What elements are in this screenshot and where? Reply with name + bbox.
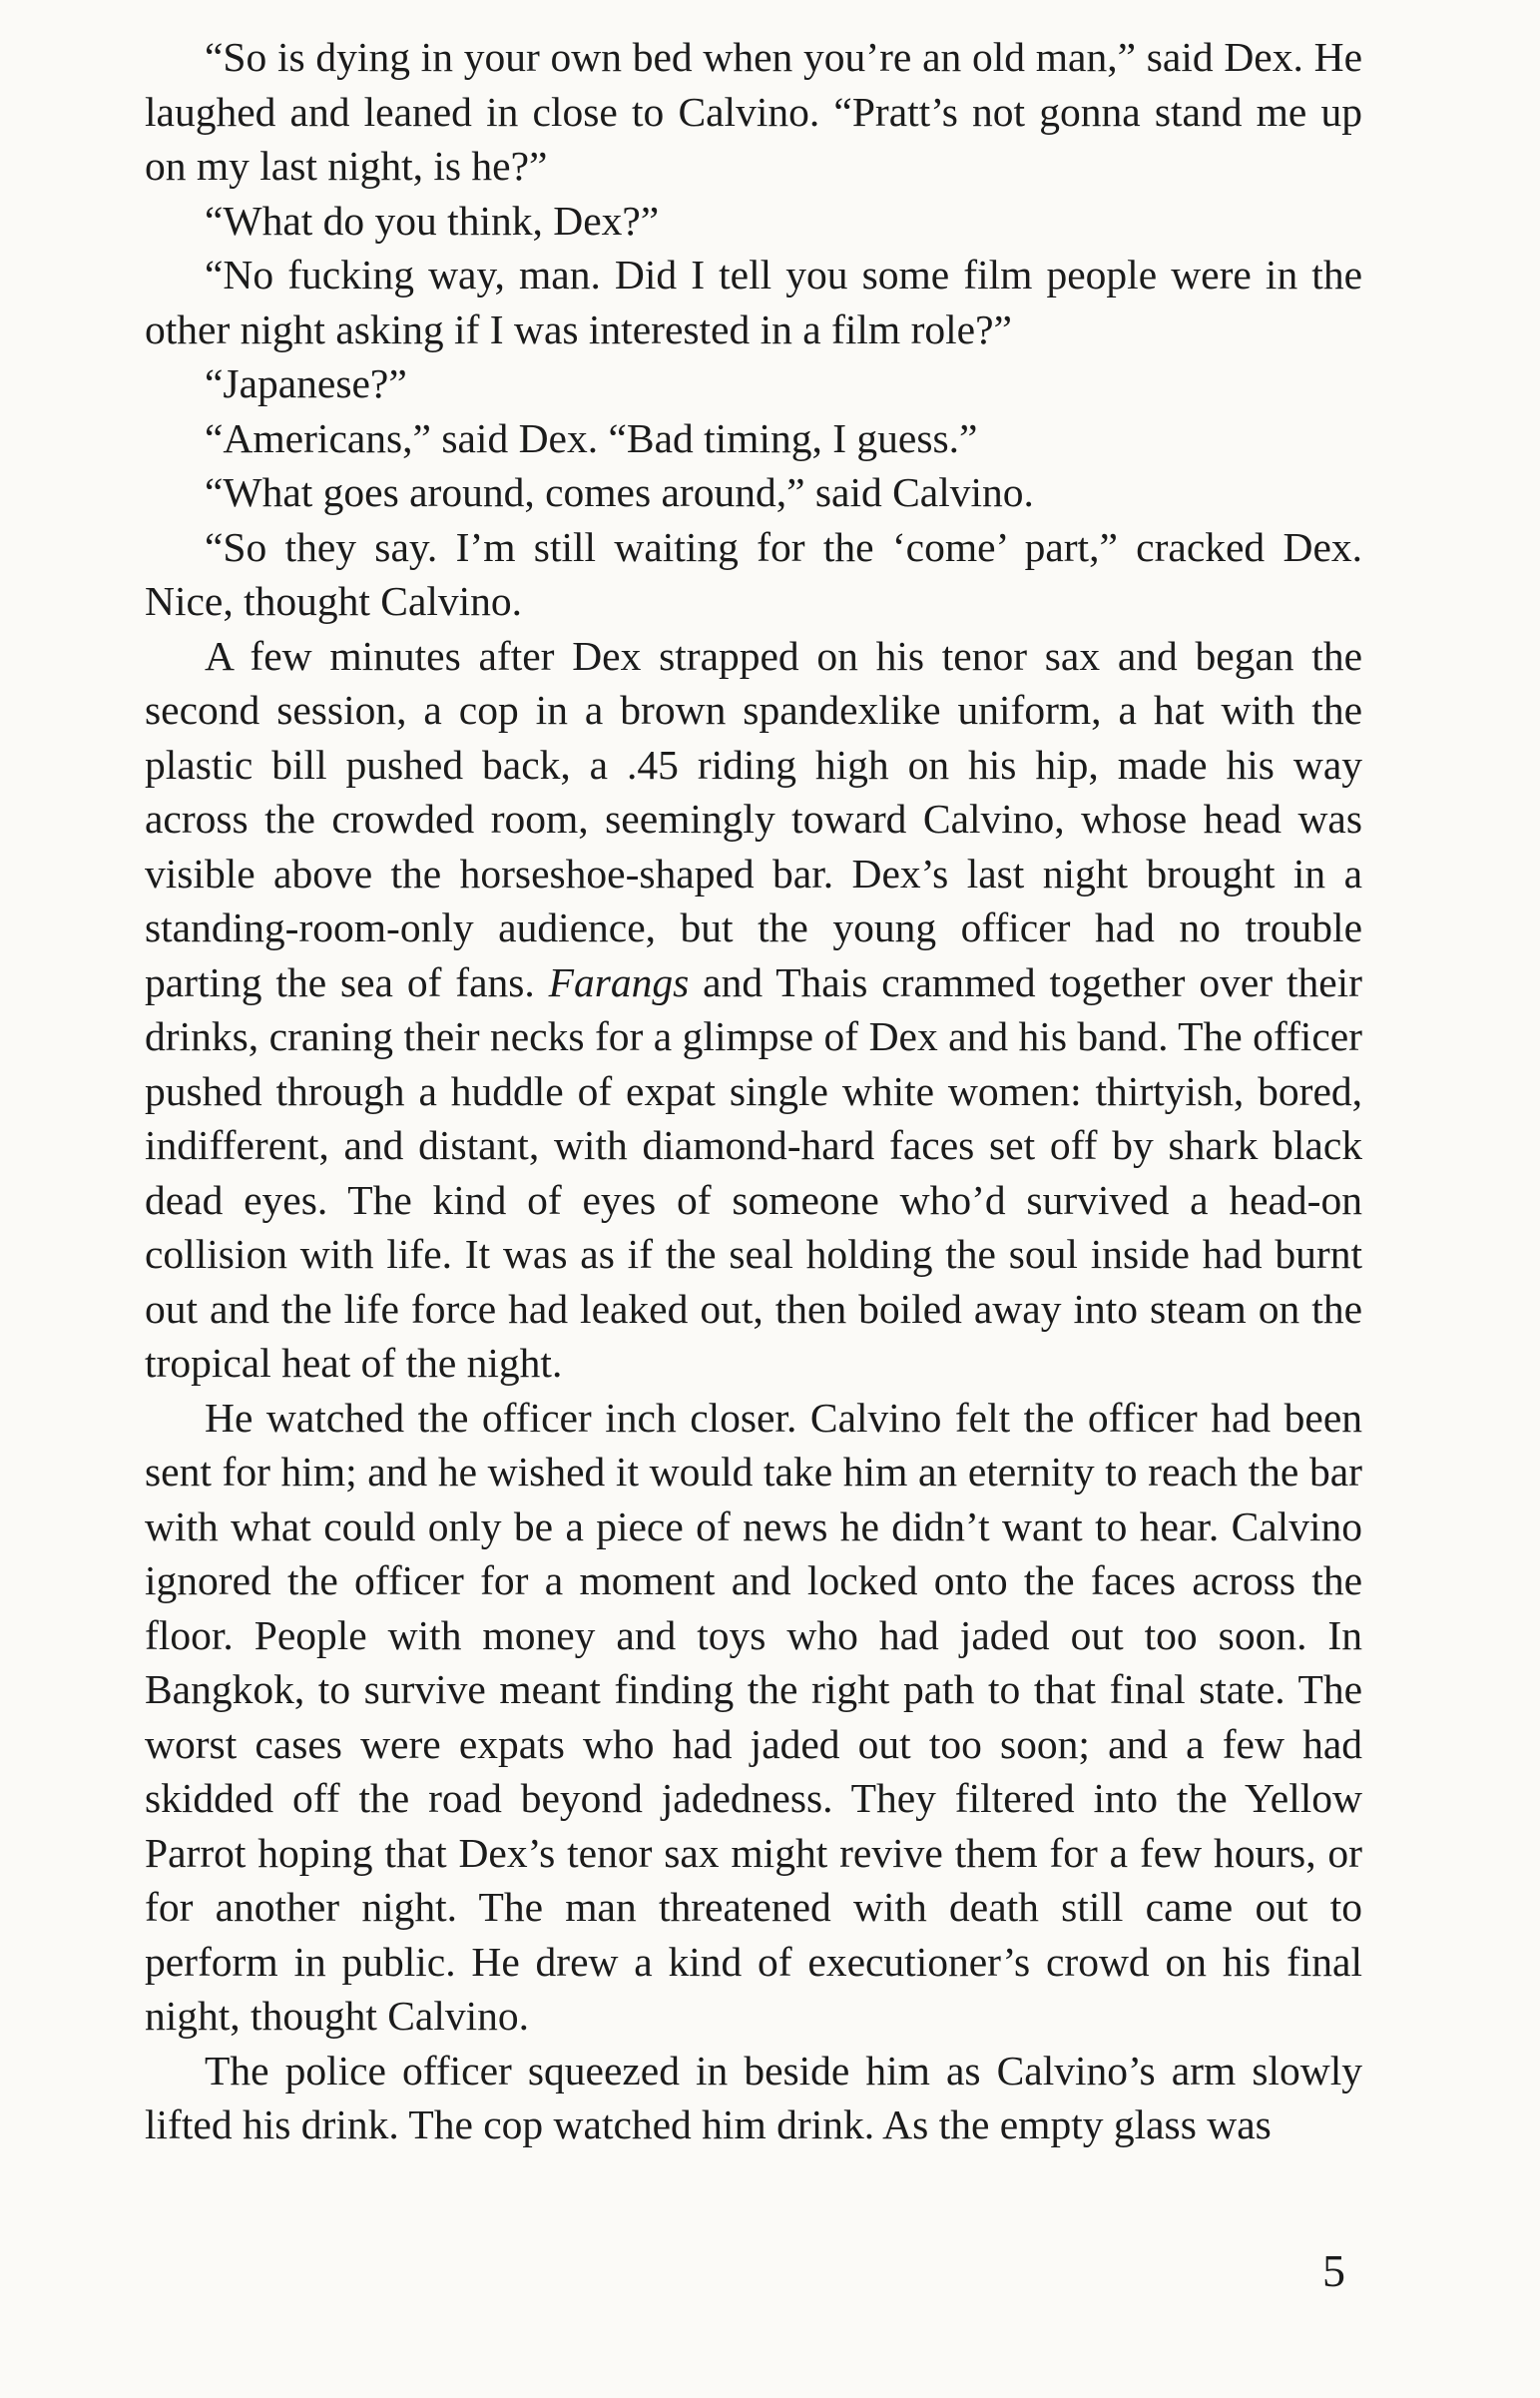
paragraph-8-start: A few minutes after Dex strapped on his tenor sax and began the second session, a cop in a brown spandexlike uniform, a hat with the plastic bill pushed back, a .45 riding high on his hip, made his way across the crowded room, seemingly toward Calvino, whose head was visible above the horseshoe-shaped bar. Dex’s last night brought in a standing-room-only audience, but the young officer had no trouble parting the sea of fans. <box>145 632 1362 1005</box>
paragraph-9: He watched the officer inch closer. Calvino felt the officer had been sent for him; and he wished it would take him an eternity to reach the bar with what could only be a piece of news he didn’t want to hear. Calvino ignored the officer for a moment and locked onto the faces across the floor. People with money and toys who had jaded out too soon. In Bangkok, to survive meant finding the right path to that final state. The worst cases were expats who had jaded out too soon; and a few had skidded off the road beyond jadedness. They filtered into the Yellow Parrot hoping that Dex’s tenor sax might revive them for a few hours, or for another night. The man threatened with death still came out to perform in public. He drew a kind of executioner’s crowd on his final night, thought Calvino. <box>145 1394 1362 2039</box>
paragraph-8 <box>145 629 1362 1391</box>
paragraph-2: “What do you think, Dex?” <box>205 197 660 244</box>
paragraph-8-rest: and Thais crammed together over their drinks, craning their necks for a glimpse of Dex and his band. The officer pushed through a huddle of expat single white women: thirtyish, bored, indifferent, and distant, with diamond-hard faces set off by shark black dead eyes. The kind of eyes of someone who’d survived a head-on collision with life. It was as if the seal holding the soul inside had burnt out and the life force had leaked out, then boiled away into steam on the tropical heat of the night. <box>145 958 1363 1386</box>
paragraph-3: “No fucking way, man. Did I tell you some film people were in the other night asking if I was interested in a film role?” <box>145 252 1362 352</box>
italic-word-farangs: Farangs <box>548 958 690 1005</box>
body-text <box>145 30 1362 2152</box>
paragraph-6: “What goes around, comes around,” said Calvino. <box>205 469 1034 515</box>
paragraph-10: The police officer squeezed in beside him as Calvino’s arm slowly lifted his drink. The cop watched him drink. As the empty glass was <box>145 2047 1362 2147</box>
paragraph-4: “Japanese?” <box>205 360 407 406</box>
paragraph-5: “Americans,” said Dex. “Bad timing, I guess.” <box>205 414 978 461</box>
page-number: 5 <box>1322 2245 1345 2296</box>
paragraph-1: “So is dying in your own bed when you’re an old man,” said Dex. He laughed and leaned in close to Calvino. “Pratt’s not gonna stand me up on my last night, is he?” <box>145 34 1362 189</box>
paragraph-7: “So they say. I’m still waiting for the ‘come’ part,” cracked Dex. Nice, thought Calvino. <box>145 523 1362 624</box>
